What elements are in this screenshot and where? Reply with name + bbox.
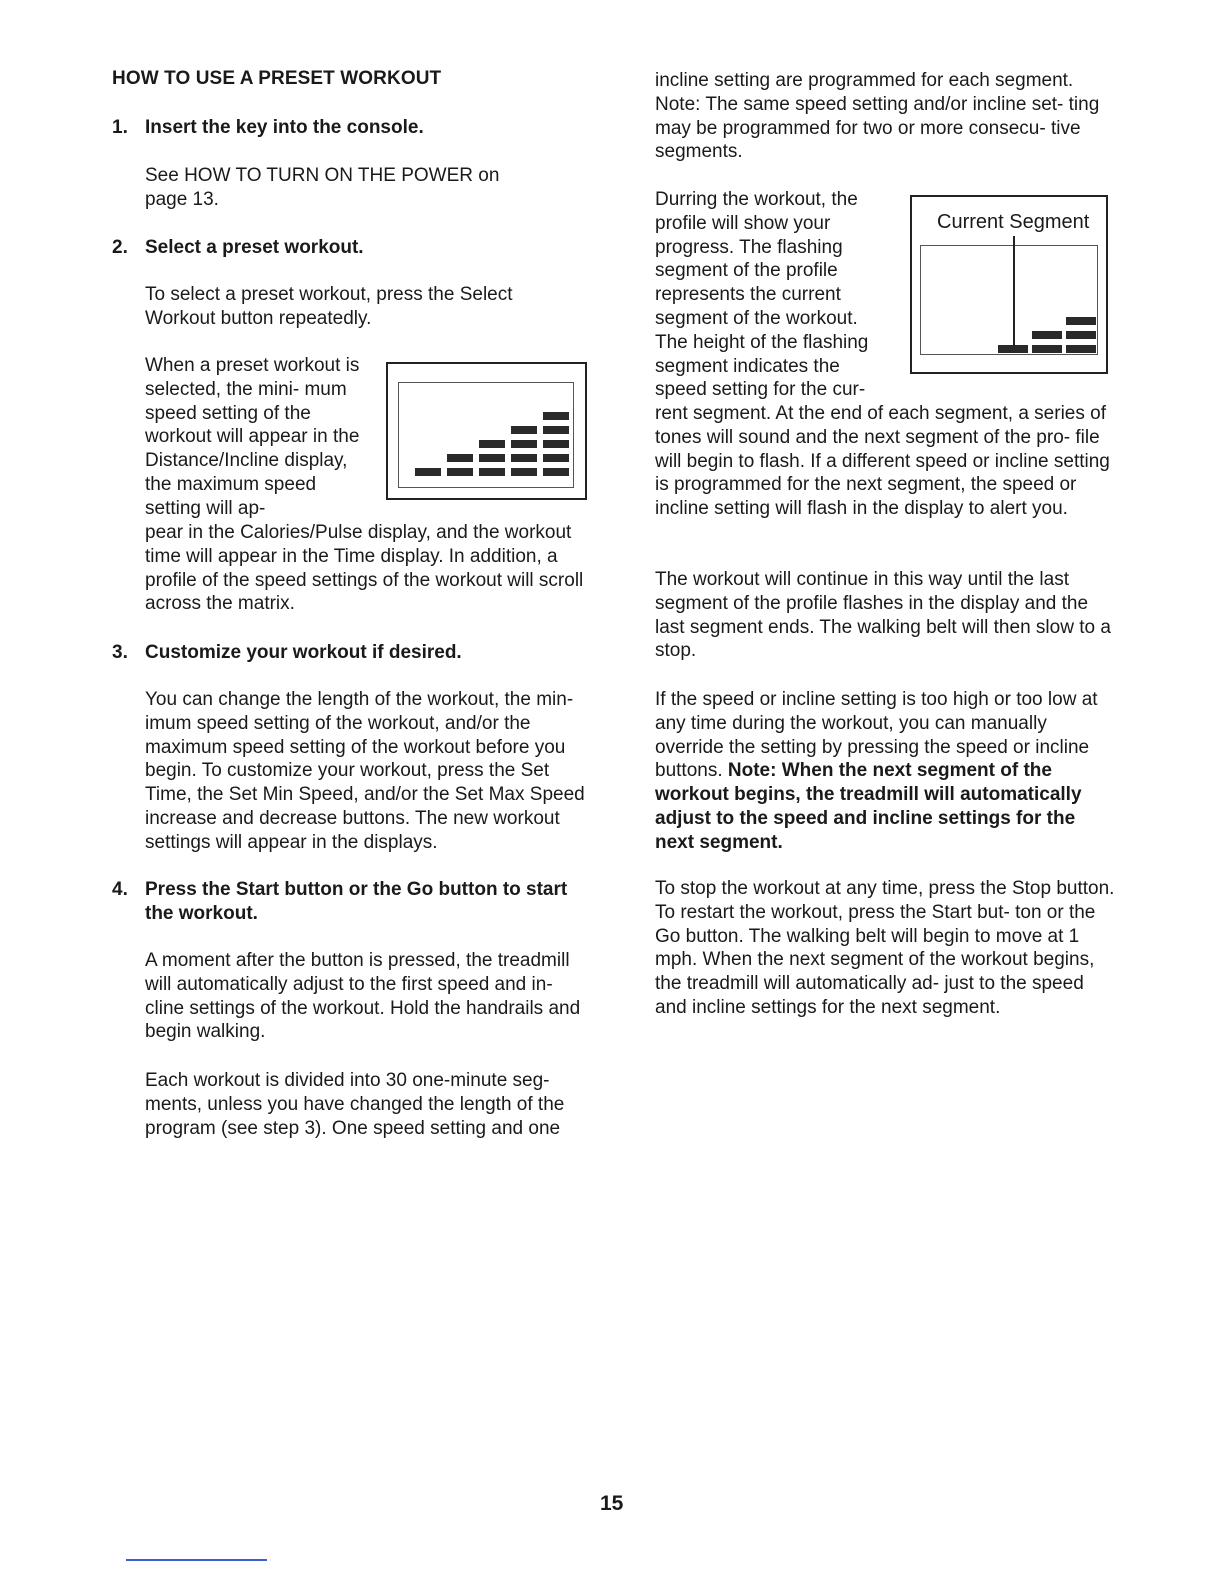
paragraph: To select a preset workout, press the Select Workout button repeatedly. xyxy=(145,284,513,329)
profile-bar xyxy=(543,412,569,420)
paragraph: pear in the Calories/Pulse display, and the workout time will appear in the Time display. In addition, a profile of the speed settings of the workout will scroll across the matrix. xyxy=(145,522,584,615)
profile-bar xyxy=(447,454,473,462)
paragraph-wrap: When a preset workout is selected, the mini- mum speed setting of the workout will appear in the Distance/Incline display, the maximum speed setting will ap- xyxy=(145,355,360,519)
section-heading: HOW TO USE A PRESET WORKOUT xyxy=(112,68,442,89)
paragraph-text: If the speed or incline setting is too high or too low at any time during the workout, you can manually override the setting by pressing the speed or incline buttons. xyxy=(655,689,1098,782)
step-number: 2. xyxy=(112,237,128,258)
profile-bar xyxy=(543,468,569,476)
profile-bar xyxy=(511,426,537,434)
profile-bar xyxy=(543,440,569,448)
paragraph: incline setting are programmed for each segment. Note: The same speed setting and/or incline set- ting may be programmed for two or more consecu- tive segments. xyxy=(655,70,1100,163)
note-bold: Note: When the next segment of the workout begins, the treadmill will automatically adjust to the speed and incline settings for the next segment. xyxy=(655,760,1082,853)
profile-bar xyxy=(511,440,537,448)
step-number: 4. xyxy=(112,879,128,900)
footer-rule xyxy=(126,1559,267,1561)
page-number: 15 xyxy=(600,1492,624,1515)
step-title: Insert the key into the console. xyxy=(145,117,424,138)
profile-bar xyxy=(511,468,537,476)
step-number: 1. xyxy=(112,117,128,138)
step-title: Select a preset workout. xyxy=(145,237,364,258)
paragraph-wrap: Durring the workout, the profile will show your progress. The flashing segment of the profile represents the current segment of the workout. The height of the flashing segment indicates the speed setting for the cur- xyxy=(655,189,869,401)
current-segment-bar xyxy=(998,345,1028,353)
paragraph: rent segment. At the end of each segment, a series of tones will sound and the next segment of the pro- file will begin to flash. If a different speed or incline setting is programmed for the next segment, the speed or incline setting will flash in the display to alert you. xyxy=(655,403,1110,520)
paragraph: Each workout is divided into 30 one-minute seg- ments, unless you have changed the length of the program (see step 3). One speed setting and one xyxy=(145,1070,565,1139)
profile-bar xyxy=(511,454,537,462)
paragraph: You can change the length of the workout, the min- imum speed setting of the workout, and/or the maximum speed setting of the workout before you begin. To customize your workout, press the Set Time, the Set Min Speed, and/or the Set Max Speed increase and decrease buttons. The new workout settings will appear in the displays. xyxy=(145,689,585,853)
paragraph: A moment after the button is pressed, the treadmill will automatically adjust to the first speed and in- cline settings of the workout. Hold the handrails and begin walking. xyxy=(145,950,581,1043)
step-number: 3. xyxy=(112,642,128,663)
profile-bar xyxy=(447,468,473,476)
profile-bar xyxy=(479,454,505,462)
paragraph: See HOW TO TURN ON THE POWER on page 13. xyxy=(145,165,500,210)
profile-bar xyxy=(1066,317,1096,325)
profile-bar xyxy=(415,468,441,476)
profile-bar xyxy=(543,426,569,434)
step-title: Press the Start button or the Go button to start the workout. xyxy=(145,879,568,924)
profile-bar xyxy=(1066,331,1096,339)
current-segment-label: Current Segment xyxy=(937,211,1090,233)
profile-display-diagram xyxy=(386,362,587,500)
step-title: Customize your workout if desired. xyxy=(145,642,462,663)
profile-bar xyxy=(1066,345,1096,353)
paragraph xyxy=(655,688,1115,855)
profile-bar xyxy=(543,454,569,462)
profile-bar xyxy=(479,440,505,448)
profile-bar xyxy=(1032,331,1062,339)
paragraph: The workout will continue in this way until the last segment of the profile flashes in the display and the last segment ends. The walking belt will then slow to a stop. xyxy=(655,569,1111,662)
current-segment-pointer xyxy=(1013,236,1015,346)
profile-bar xyxy=(1032,345,1062,353)
paragraph: To stop the workout at any time, press the Stop button. To restart the workout, press the Start but- ton or the Go button. The walking belt will begin to move at 1 mph. When the next segment of the workout begins, the treadmill will automatically ad- just to the speed and incline settings for the next segment. xyxy=(655,878,1115,1018)
profile-bar xyxy=(479,468,505,476)
